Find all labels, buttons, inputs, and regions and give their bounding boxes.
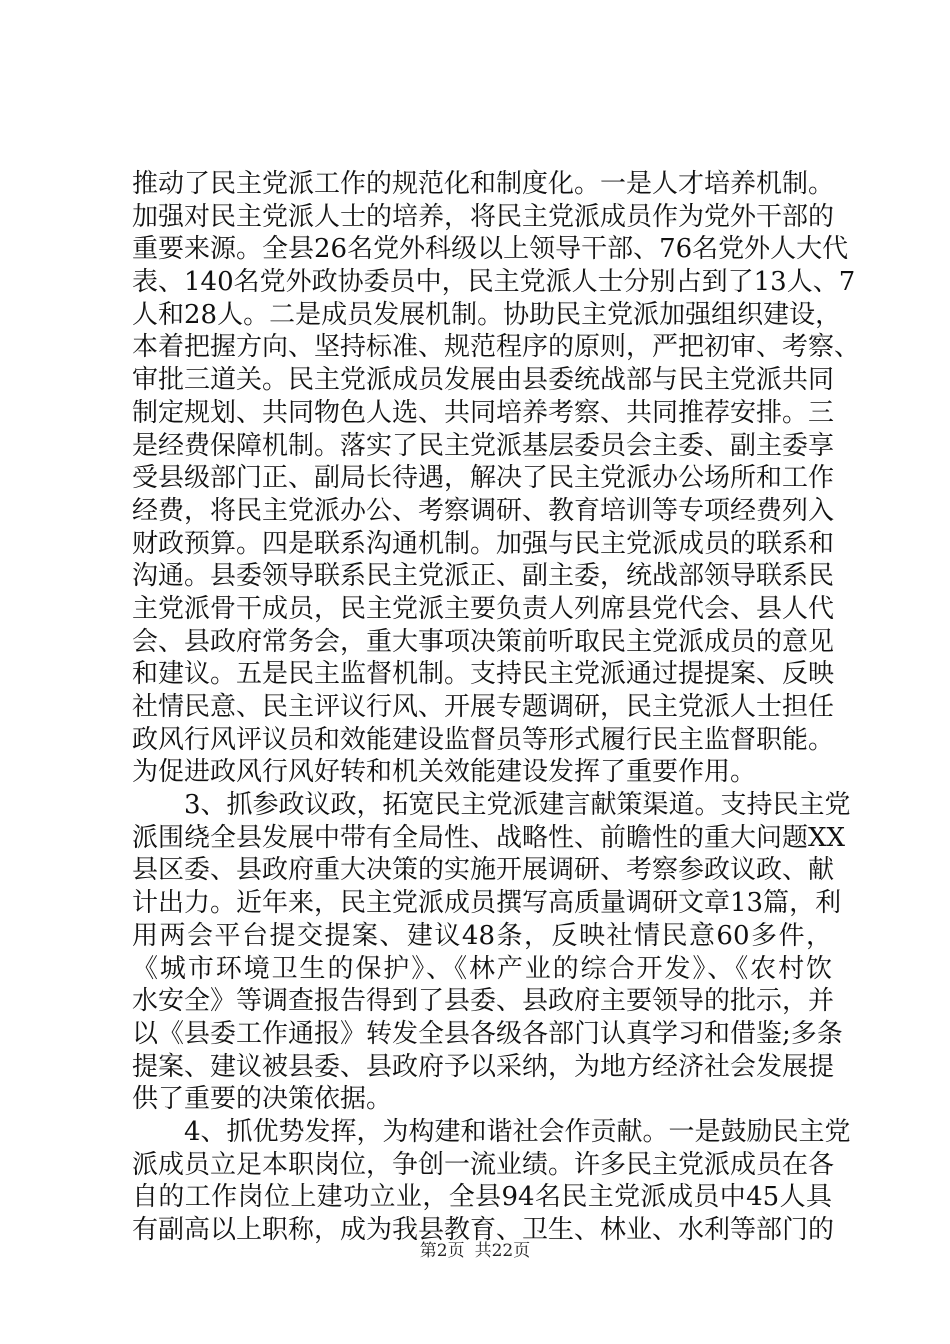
text-line-31: 派成员立足本职岗位，争创一流业绩。许多民主党派成员在各 (132, 1149, 835, 1180)
text-line-5: 人和28人。二是成员发展机制。协助民主党派加强组织建设， (132, 299, 842, 330)
text-line-3: 重要来源。全县26名党外科级以上领导干部、76名党外人大代 (132, 234, 849, 265)
text-line-27: 以《县委工作通报》转发全县各级各部门认真学习和借鉴;多条 (132, 1018, 843, 1049)
text-line-28: 提案、建议被县委、县政府予以采纳，为地方经济社会发展提 (132, 1051, 835, 1082)
text-line-10: 受县级部门正、副局长待遇，解决了民主党派办公场所和工作 (132, 463, 835, 494)
text-line-1: 推动了民主党派工作的规范化和制度化。一是人才培养机制。 (132, 169, 835, 199)
text-line-4: 表、140名党外政协委员中，民主党派人士分别占到了13人、7 (132, 267, 856, 298)
page-total: 共22页 (474, 1241, 531, 1261)
page-number: 第2页 (419, 1241, 465, 1261)
text-line-25: 《城市环境卫生的保护》、《林产业的综合开发》、《农村饮 (132, 953, 832, 984)
text-line-33: 有副高以上职称，成为我县教育、卫生、林业、水利等部门的 (132, 1215, 835, 1245)
text-line-21: 派围绕全县发展中带有全局性、战略性、前瞻性的重大问题XX (132, 822, 846, 853)
text-line-19: 为促进政风行风好转和机关效能建设发挥了重要作用。 (132, 757, 757, 788)
text-line-11: 经费，将民主党派办公、考察调研、教育培训等专项经费列入 (132, 495, 835, 526)
text-line-29: 供了重要的决策依据。 (132, 1084, 393, 1115)
text-line-22: 县区委、县政府重大决策的实施开展调研、考察参政议政、献 (132, 855, 835, 886)
text-line-16: 和建议。五是民主监督机制。支持民主党派通过提提案、反映 (132, 659, 835, 690)
paragraph-4-first-line: 4、抓优势发挥，为构建和谐社会作贡献。一是鼓励民主党 (184, 1116, 851, 1147)
text-line-2: 加强对民主党派人士的培养，将民主党派成员作为党外干部的 (132, 201, 835, 232)
page-footer (0, 1240, 950, 1262)
text-line-18: 政风行风评议员和效能建设监督员等形式履行民主监督职能。 (132, 724, 835, 755)
text-line-7: 审批三道关。民主党派成员发展由县委统战部与民主党派共同 (132, 365, 835, 396)
paragraph-3-first-line: 3、抓参政议政，拓宽民主党派建言献策渠道。支持民主党 (184, 790, 851, 821)
text-line-24: 用两会平台提交提案、建议48条，反映社情民意60多件， (132, 920, 832, 951)
text-line-8: 制定规划、共同物色人选、共同培养考察、共同推荐安排。三 (132, 397, 835, 428)
text-line-15: 会、县政府常务会，重大事项决策前听取民主党派成员的意见 (132, 626, 835, 657)
text-line-9: 是经费保障机制。落实了民主党派基层委员会主委、副主委享 (132, 430, 835, 461)
text-line-17: 社情民意、民主评议行风、开展专题调研，民主党派人士担任 (132, 692, 835, 722)
text-line-13: 沟通。县委领导联系民主党派正、副主委，统战部领导联系民 (132, 561, 835, 592)
text-line-23: 计出力。近年来，民主党派成员撰写高质量调研文章13篇，利 (132, 888, 842, 919)
text-line-12: 财政预算。四是联系沟通机制。加强与民主党派成员的联系和 (132, 528, 835, 559)
text-line-26: 水安全》等调查报告得到了县委、县政府主要领导的批示，并 (132, 986, 835, 1017)
text-line-32: 自的工作岗位上建功立业，全县94名民主党派成员中45人具 (132, 1182, 832, 1213)
text-line-6: 本着把握方向、坚持标准、规范程序的原则，严把初审、考察、 (132, 332, 861, 363)
document-body (132, 168, 861, 1247)
text-line-14: 主党派骨干成员，民主党派主要负责人列席县党代会、县人代 (132, 593, 835, 624)
